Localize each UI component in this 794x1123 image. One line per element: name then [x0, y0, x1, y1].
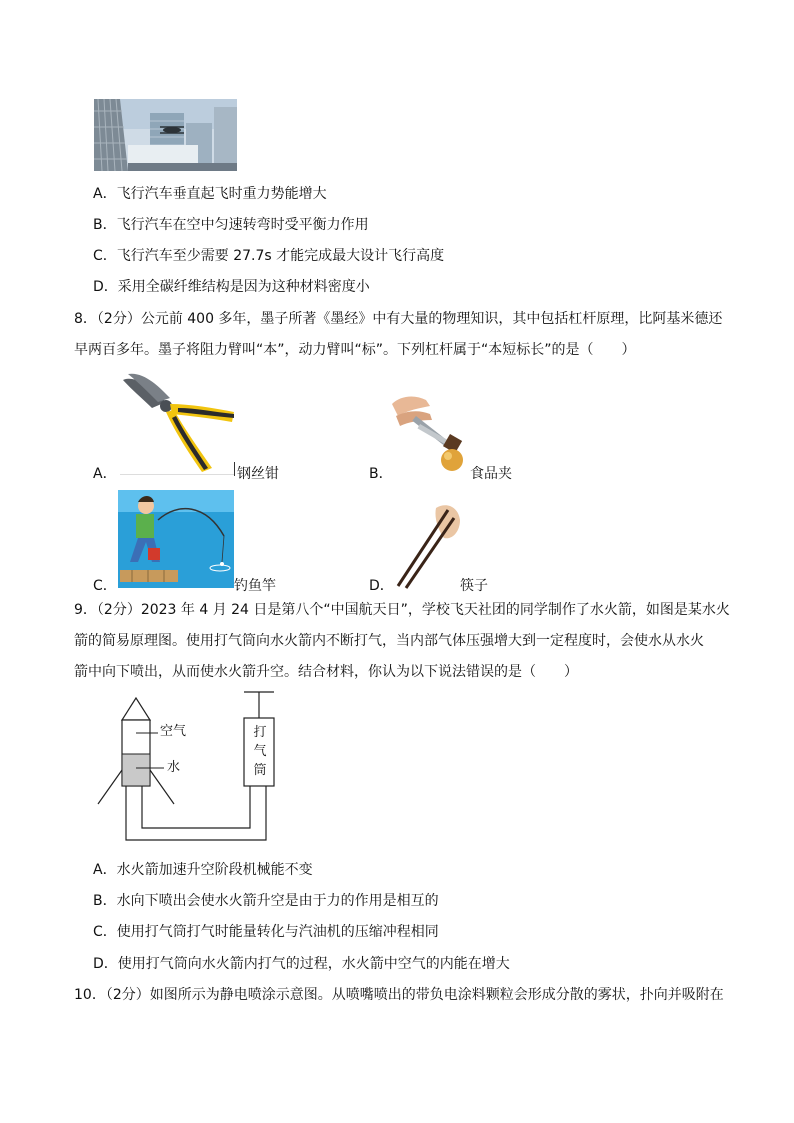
q9-option-d: D．使用打气筒向水火箭内打气的过程，水火箭中空气的内能在增大: [93, 956, 510, 972]
pump-label: [252, 723, 268, 780]
rocket-water: [123, 754, 150, 785]
q9-option-c: C．使用打气筒打气时能量转化与汽油机的压缩冲程相同: [93, 924, 439, 940]
water-rocket-diagram: [92, 688, 292, 850]
q8-stem-line2: 早两百多年。墨子将阻力臂叫“本”，动力臂叫“标”。下列杠杆属于“本短标长”的是（ ）: [74, 342, 636, 358]
q10-stem-line1: 10．（2分）如图所示为静电喷涂示意图。从喷嘴喷出的带负电涂料颗粒会形成分散的雾状，扑向并吸附在: [74, 987, 724, 1003]
q8-option-b-name: 食品夹: [470, 466, 512, 482]
q8-option-b-letter: B．: [369, 466, 393, 482]
rocket-fin-left: [98, 770, 122, 804]
q8-stem-line1: 8．（2分）公元前 400 多年，墨子所著《墨经》中有大量的物理知识，其中包括杠杆原理，比阿基米德还: [74, 311, 723, 327]
pump-label-char-1: 打: [253, 725, 267, 740]
flying-car-photo: [94, 99, 237, 171]
q8-image-a-baseline: [120, 474, 234, 475]
q7-option-d: D．采用全碳纤维结构是因为这种材料密度小: [93, 279, 370, 295]
fishing-rod-image: [118, 490, 234, 588]
q9-option-a: A．水火箭加速升空阶段机械能不变: [93, 862, 313, 878]
q8-option-c-letter: C．: [93, 578, 117, 594]
q7-option-a: A．飞行汽车垂直起飞时重力势能增大: [93, 186, 327, 202]
pump-label-char-2: 气: [253, 744, 267, 759]
food-tongs-image: [390, 394, 470, 474]
q8-option-a-letter: A．: [93, 466, 117, 482]
q7-option-b: B．飞行汽车在空中匀速转弯时受平衡力作用: [93, 217, 369, 233]
pump-label-char-3: 筒: [253, 763, 267, 778]
pliers-image: [118, 372, 238, 476]
q9-stem-line1: 9．（2分）2023 年 4 月 24 日是第八个“中国航天日”，学校飞天社团的同学制作了水火箭，如图是某水火: [74, 602, 730, 618]
q9-option-b: B．水向下喷出会使水火箭升空是由于力的作用是相互的: [93, 893, 439, 909]
q8-image-a-edge: [234, 462, 235, 476]
q8-option-c-name: 钓鱼竿: [234, 578, 276, 594]
rocket-nose: [122, 698, 150, 720]
chopsticks-image: [396, 500, 462, 590]
q8-option-d-letter: D．: [369, 578, 394, 594]
q7-option-c: C．飞行汽车至少需要 27.7s 才能完成最大设计飞行高度: [93, 248, 445, 264]
air-label: 空气: [160, 724, 187, 739]
connecting-tube: [126, 786, 266, 840]
q8-option-a-name: 钢丝钳: [237, 466, 279, 482]
q8-option-d-name: 筷子: [460, 578, 488, 594]
q9-stem-line2: 箭的简易原理图。使用打气筒向水火箭内不断打气，当内部气体压强增大到一定程度时，会使水从水火: [74, 633, 704, 649]
water-label: 水: [167, 760, 181, 775]
q9-stem-line3: 箭中向下喷出，从而使水火箭升空。结合材料，你认为以下说法错误的是（ ）: [74, 664, 578, 680]
